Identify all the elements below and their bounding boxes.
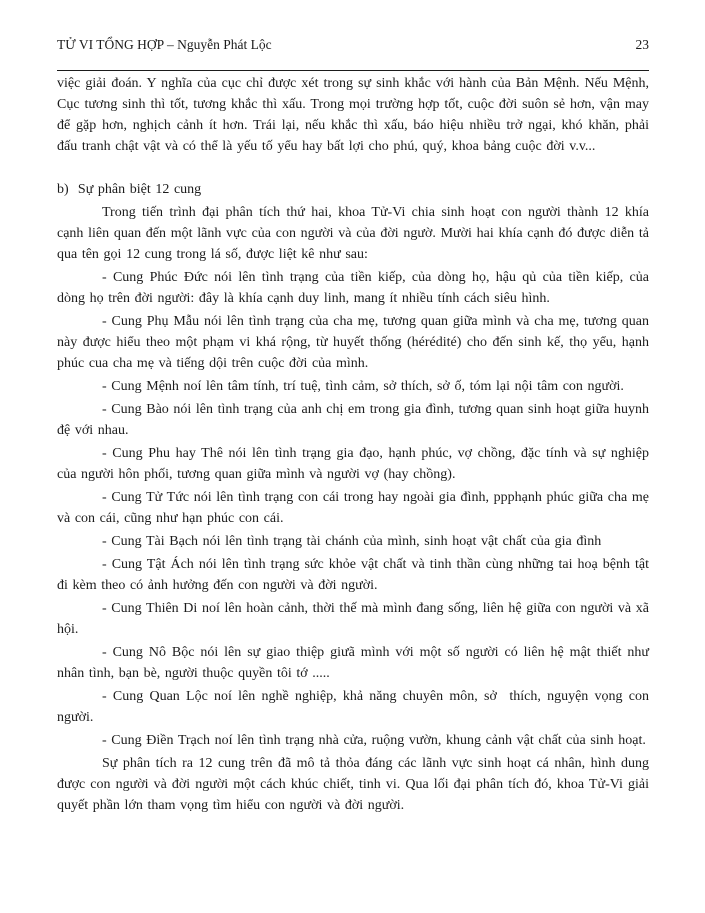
cung-item-paragraph: - Cung Thiên Di noí lên hoàn cảnh, thời thế mà mình đang sống, liên hệ giữa con người và xã hội. [57,601,649,637]
body-paragraph: việc giải đoán. Y nghĩa của cục chỉ được xét trong sự sinh khắc với hành của Bản Mệnh. Nếu Mệnh, Cục tương sinh thì tốt, tương khắc thì xấu. Trong mọi trường hợp tốt, cuộc đời suôn sẻ hơn, vận may để gặp hơn, nghịch cảnh ít hơn. Trái lại, nếu khắc thì xấu, báo hiệu nhiều trở ngại, khó khăn, phải đấu tranh chật vật và có thể là yếu tố yểu hay bất lợi cho phú, quý, khoa bảng cuộc đời v.v... [57,76,649,154]
cung-item-paragraph: - Cung Nô Bộc nói lên sự giao thiệp giưã mình với một số người có liên hệ mật thiết như nhân tình, bạn bè, người thuộc quyền tôi tớ ..... [57,645,649,681]
cung-item-paragraph: - Cung Quan Lộc noí lên nghề nghiệp, khả năng chuyên môn, sở thích, nguyện vọng con người. [57,689,649,725]
page-number: 23 [635,37,649,52]
cung-item-paragraph: - Cung Mệnh noí lên tâm tính, trí tuệ, tình cảm, sở thích, sở ố, tóm lại nội tâm con người. [102,379,624,394]
page-header [57,36,649,54]
cung-item-paragraph: - Cung Phu hay Thê nói lên tình trạng gia đạo, hạnh phúc, vợ chồng, đặc tính và sự nghiệp của người hôn phối, tương quan giữa mình và người vợ (hay chồng). [57,446,649,482]
body-paragraph: Trong tiến trình đại phân tích thứ hai, khoa Tử-Vi chia sinh hoạt con người thành 12 khía cạnh liên quan đến một lãnh vực của con người và của đời ngườ. Mười hai khía cạnh đó được diễn tả qua tên gọi 12 cung trong lá số, được liệt kê như sau: [57,205,649,262]
cung-item-paragraph: - Cung Bào nói lên tình trạng của anh chị em trong gia đình, tương quan sinh hoạt giữa huynh đệ với nhau. [57,402,649,438]
section-heading: b) Sự phân biệt 12 cung [57,182,202,197]
cung-item-paragraph: - Cung Tài Bạch nói lên tình trạng tài chánh của mình, sinh hoạt vật chất của gia đình [102,534,602,549]
header-rule [57,70,649,71]
page-content [57,73,649,816]
body-paragraph: Sự phân tích ra 12 cung trên đã mô tả thỏa đáng các lãnh vực sinh hoạt cá nhân, hình dung được con người và đời người một cách khúc chiết, tinh vi. Qua lối đại phân tích đó, khoa Tử-Vi giải quyết phần lớn tham vọng tìm hiểu con người và đời người. [57,756,649,813]
cung-item-paragraph: - Cung Phụ Mẫu nói lên tình trạng của cha mẹ, tương quan giữa mình và cha mẹ, tương quan này được hiểu theo một phạm vi khá rộng, từ huyết thống (hérédité) cho đến sinh kế, thọ yểu, hạnh phúc cua cha mẹ và tiếng dội trên cuộc đời của mình. [57,314,649,371]
running-title: TỬ VI TỔNG HỢP – Nguyễn Phát Lộc [57,37,272,52]
cung-item-paragraph: - Cung Điền Trạch noí lên tình trạng nhà cửa, ruộng vườn, khung cảnh vật chất của sinh hoạt. [102,733,646,748]
cung-item-paragraph: - Cung Phúc Đức nói lên tình trạng của tiền kiếp, của dòng họ, hậu qủ của tiền kiếp, của dòng họ trên đời người: đây là khía cạnh duy linh, mang ít nhiều tính cách siêu hình. [57,270,649,306]
cung-item-paragraph: - Cung Tử Tức nói lên tình trạng con cái trong hay ngoài gia đình, ppphạnh phúc giữa cha mẹ và con cái, cũng như hạn phúc con cái. [57,490,649,526]
cung-item-paragraph: - Cung Tật Ách nói lên tình trạng sức khỏe vật chất và tinh thần cùng những tai hoạ bệnh tật đi kèm theo có ảnh hưởng đến con người và đời người. [57,557,649,593]
